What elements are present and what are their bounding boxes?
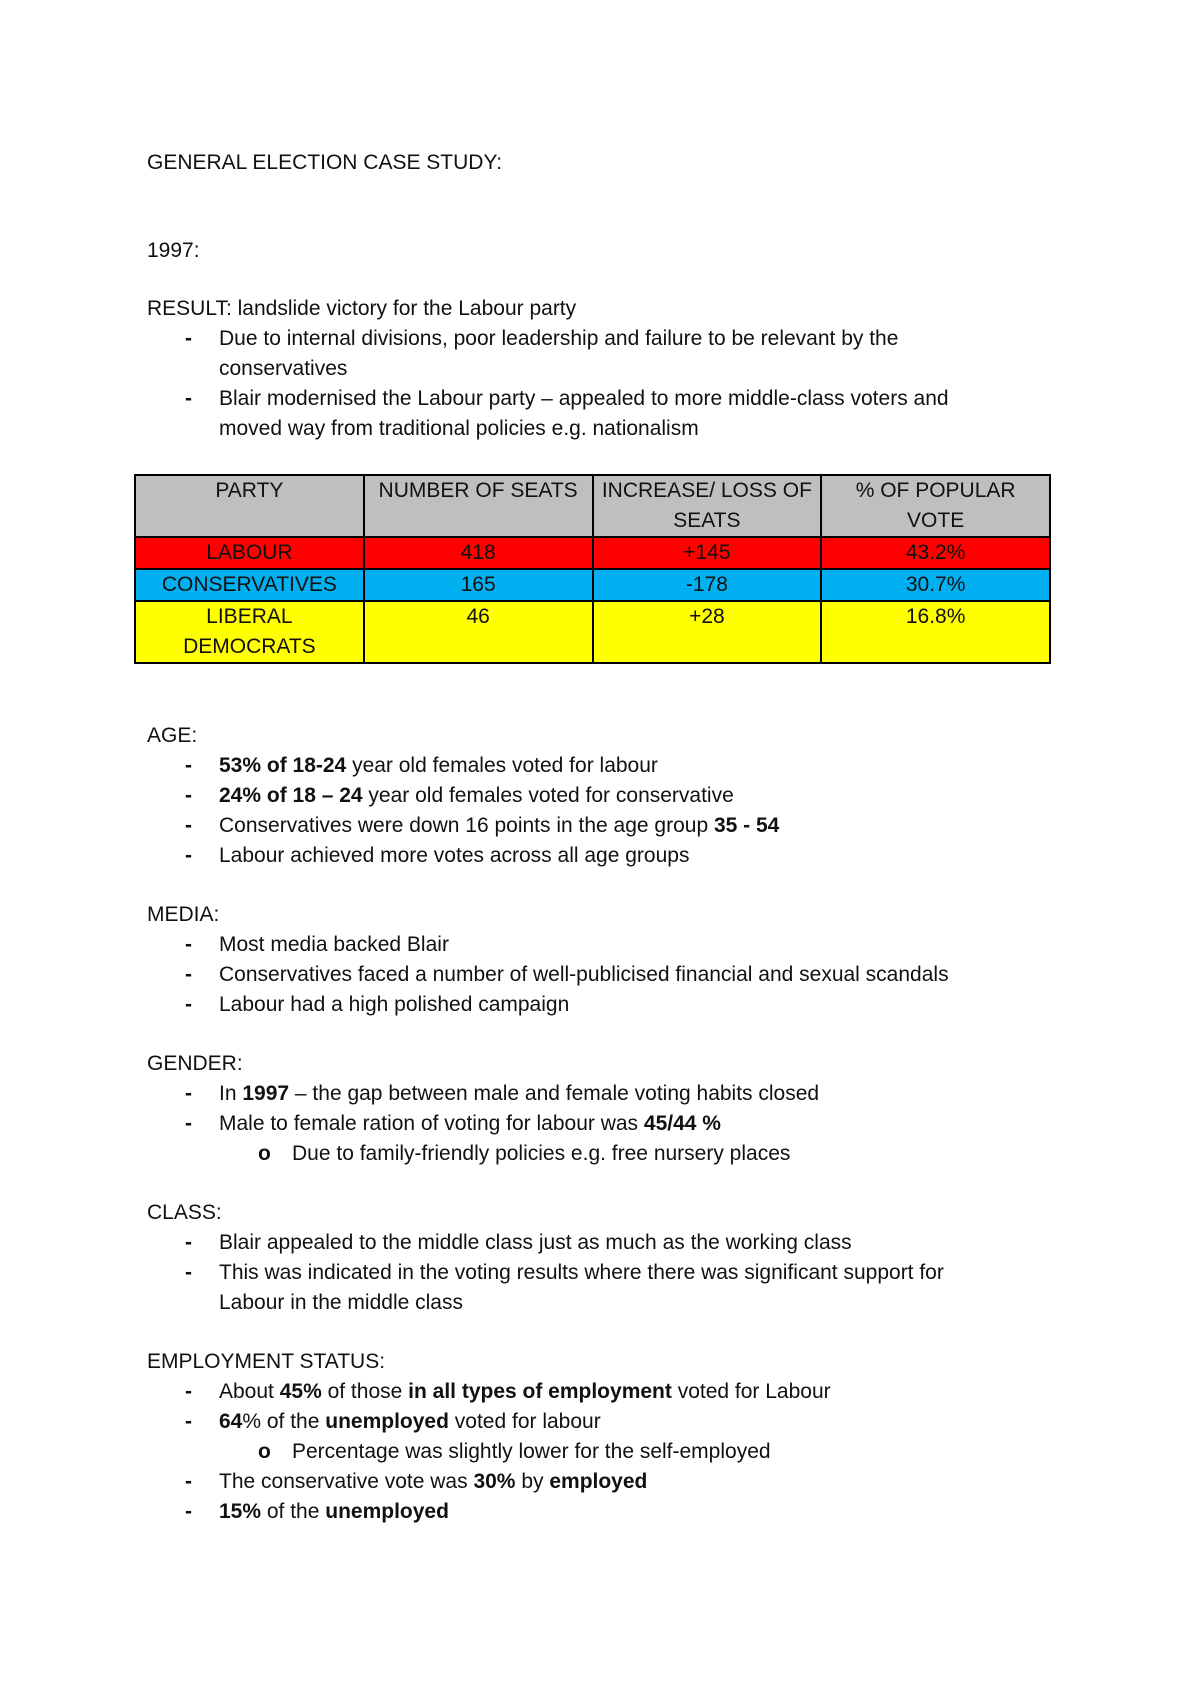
party-text: DEMOCRATS xyxy=(183,635,316,658)
table-row-liberal-democrats xyxy=(135,601,1050,663)
bold-text: unemployed xyxy=(325,1410,449,1433)
plain-text: by xyxy=(515,1470,550,1493)
bullet-dash: - xyxy=(185,844,192,867)
bullet-dash: - xyxy=(185,963,192,986)
cell-change: +28 xyxy=(593,601,822,663)
bullet-text: Conservatives faced a number of well-publicised financial and sexual scandals xyxy=(219,963,949,986)
bold-text: 45/44 % xyxy=(643,1112,721,1135)
plain-text: The conservative vote was xyxy=(219,1470,474,1493)
header-text: VOTE xyxy=(907,509,965,532)
bullet-dash: - xyxy=(185,1500,192,1523)
table-header-row xyxy=(135,475,1050,537)
bullet-dash: - xyxy=(185,1380,192,1403)
plain-text: year old females voted for labour xyxy=(346,754,658,777)
bullet-text xyxy=(219,751,658,781)
table-row-labour xyxy=(135,537,1050,569)
plain-text: – the gap between male and female voting habits closed xyxy=(289,1082,820,1105)
cell-vote: 16.8% xyxy=(821,601,1050,663)
cell-seats: 418 xyxy=(364,537,593,569)
bullet-dash: - xyxy=(185,1112,192,1135)
bold-text: 35 - 54 xyxy=(713,814,780,837)
bold-text: 15% xyxy=(219,1500,262,1523)
cell-vote: 30.7% xyxy=(821,569,1050,601)
header-text: SEATS xyxy=(673,509,741,532)
bullet-dash: - xyxy=(185,1261,192,1284)
plain-text: Conservatives were down 16 points in the age group xyxy=(219,814,714,837)
bullet-text xyxy=(219,1079,819,1109)
bullet-text: Blair appealed to the middle class just as much as the working class xyxy=(219,1231,852,1254)
bullet-text xyxy=(219,1377,831,1407)
bold-text: 1997 xyxy=(242,1082,290,1105)
cell-party: LABOUR xyxy=(135,537,364,569)
bullet-dash: - xyxy=(185,387,192,410)
bullet-dash: - xyxy=(185,1410,192,1433)
table-row-conservatives xyxy=(135,569,1050,601)
bullet-text xyxy=(219,1407,601,1437)
bullet-text: Most media backed Blair xyxy=(219,933,449,956)
cell-seats: 165 xyxy=(364,569,593,601)
cell-vote: 43.2% xyxy=(821,537,1050,569)
bold-text: 45% xyxy=(279,1380,322,1403)
bullet-dash: - xyxy=(185,1231,192,1254)
plain-text: of those xyxy=(321,1380,409,1403)
gender-heading: GENDER: xyxy=(147,1052,243,1075)
bullet-dash: - xyxy=(185,814,192,837)
result-line: RESULT: landslide victory for the Labour party xyxy=(147,297,577,320)
bullet-text: Due to family-friendly policies e.g. free nursery places xyxy=(292,1142,791,1165)
year-heading: 1997: xyxy=(147,239,200,262)
bullet-text xyxy=(219,1467,647,1497)
bullet-text: conservatives xyxy=(219,357,348,380)
plain-text: % of the xyxy=(242,1410,326,1433)
bullet-circle: o xyxy=(258,1440,271,1463)
cell-seats: 46 xyxy=(364,601,593,663)
cell-change: -178 xyxy=(593,569,822,601)
bullet-dash: - xyxy=(185,993,192,1016)
media-heading: MEDIA: xyxy=(147,903,220,926)
document-title: GENERAL ELECTION CASE STUDY: xyxy=(147,151,503,174)
header-seats xyxy=(364,475,593,537)
bold-text: in all types of employment xyxy=(408,1380,672,1403)
bullet-text: Labour achieved more votes across all age groups xyxy=(219,844,690,867)
plain-text: of the xyxy=(261,1500,326,1523)
bullet-text: Labour in the middle class xyxy=(219,1291,463,1314)
bullet-text: Labour had a high polished campaign xyxy=(219,993,570,1016)
header-text: % OF POPULAR xyxy=(855,479,1016,502)
bullet-text xyxy=(219,811,779,841)
cell-party xyxy=(135,601,364,663)
bold-text: 53% of 18-24 xyxy=(219,754,347,777)
bullet-dash: - xyxy=(185,327,192,350)
bold-text: unemployed xyxy=(325,1500,449,1523)
bullet-dash: - xyxy=(185,1470,192,1493)
plain-text: voted for labour xyxy=(448,1410,601,1433)
bold-text: employed xyxy=(549,1470,648,1493)
bullet-circle: o xyxy=(258,1142,271,1165)
bold-text: 30% xyxy=(473,1470,516,1493)
cell-change: +145 xyxy=(593,537,822,569)
plain-text: In xyxy=(219,1082,243,1105)
cell-party: CONSERVATIVES xyxy=(135,569,364,601)
class-heading: CLASS: xyxy=(147,1201,222,1224)
header-text: PARTY xyxy=(215,479,284,502)
bullet-text xyxy=(219,781,734,811)
employment-heading: EMPLOYMENT STATUS: xyxy=(147,1350,386,1373)
bullet-text: Percentage was slightly lower for the self-employed xyxy=(292,1440,771,1463)
header-party xyxy=(135,475,364,537)
bullet-dash: - xyxy=(185,754,192,777)
bullet-text: Blair modernised the Labour party – appealed to more middle-class voters and xyxy=(219,387,949,410)
bold-text: 64 xyxy=(219,1410,243,1433)
bullet-text: Due to internal divisions, poor leadership and failure to be relevant by the xyxy=(219,327,899,350)
plain-text: About xyxy=(219,1380,280,1403)
plain-text: year old females voted for conservative xyxy=(362,784,734,807)
plain-text: voted for Labour xyxy=(671,1380,831,1403)
bullet-dash: - xyxy=(185,933,192,956)
plain-text: Male to female ration of voting for labour was xyxy=(219,1112,644,1135)
bullet-text: This was indicated in the voting results where there was significant support for xyxy=(219,1261,944,1284)
bullet-text: moved way from traditional policies e.g. nationalism xyxy=(219,417,699,440)
header-text: NUMBER OF SEATS xyxy=(378,479,578,502)
header-text: INCREASE/ LOSS OF xyxy=(601,479,812,502)
bullet-text xyxy=(219,1109,721,1139)
bold-text: 24% of 18 – 24 xyxy=(219,784,363,807)
bullet-dash: - xyxy=(185,784,192,807)
election-results-table xyxy=(134,474,1051,664)
party-text: LIBERAL xyxy=(206,605,293,628)
bullet-dash: - xyxy=(185,1082,192,1105)
header-vote xyxy=(821,475,1050,537)
age-heading: AGE: xyxy=(147,724,198,747)
bullet-text xyxy=(219,1497,449,1527)
header-change xyxy=(593,475,822,537)
